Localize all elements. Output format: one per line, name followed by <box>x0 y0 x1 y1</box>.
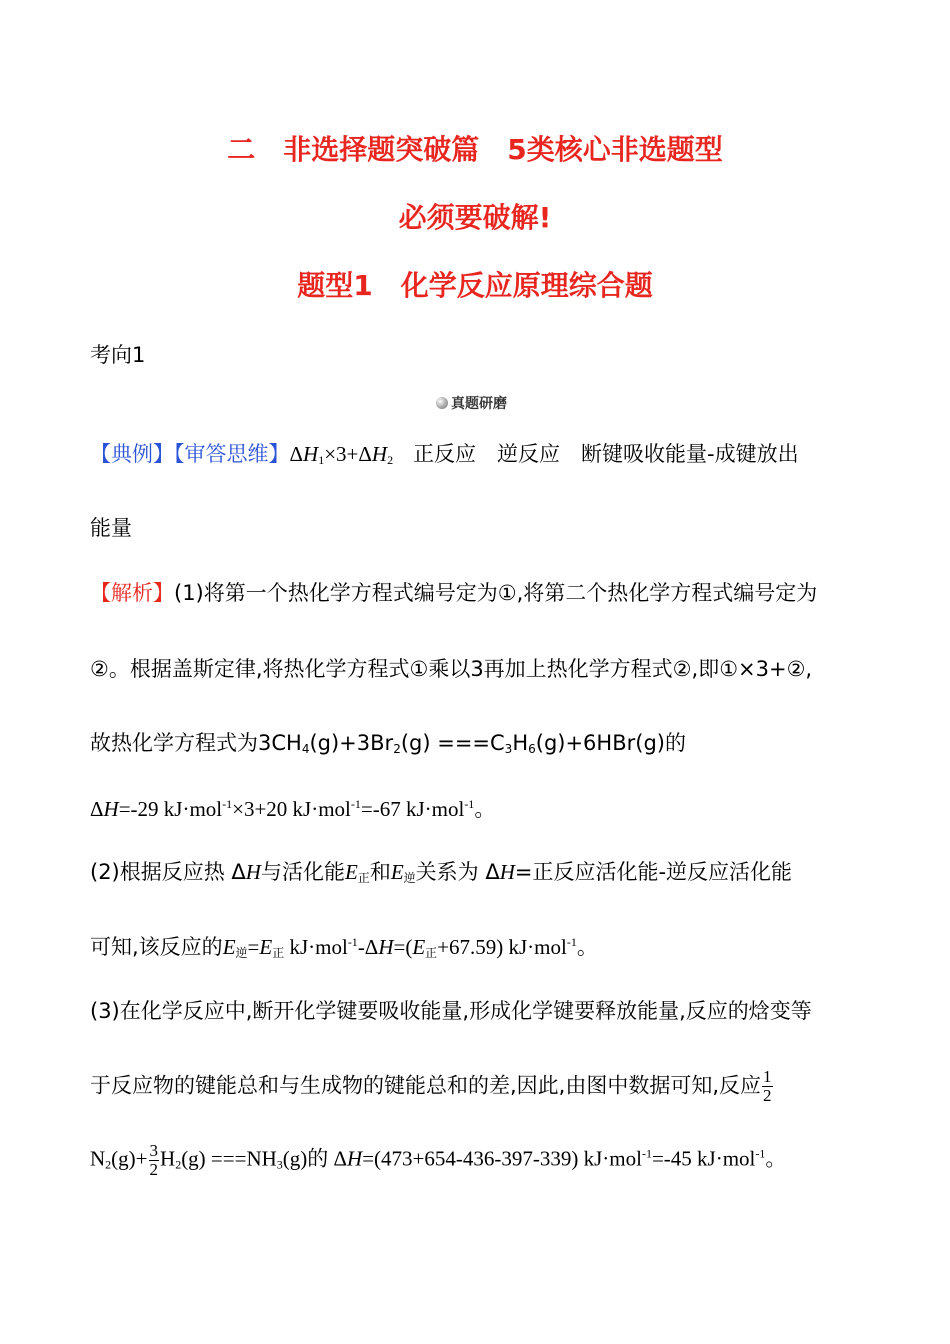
analysis-line-9: $N_2(g)+$ $\frac{3}{2}$ $H_2(g) ===NH_3(g)$的 ΔH=(473+654-436-397-339) kJ·mol$^{-1}$=-45 kJ·mol$^{-1}$。 <box>90 1141 787 1179</box>
analysis-line-5: (2)根据反应热 ΔH与活化能$E_正$和$E_逆$关系为 ΔH=正反应活化能-逆反应活化能 <box>90 860 793 885</box>
analysis-line-3: 故热化学方程式为$3CH_4(g)+3Br_2(g) ===C_3H_6(g)+6HBr(g)$的 <box>90 731 686 756</box>
analysis-line-2: ②。根据盖斯定律,将热化学方程式①乘以3再加上热化学方程式②,即①×3+②, <box>90 657 813 681</box>
thinking-tag: 【审答思维】 <box>174 442 290 466</box>
zhenti-label: 真题研磨 <box>451 396 507 412</box>
example-line-cont: 能量 <box>90 516 132 540</box>
zhenti-heading <box>436 393 507 415</box>
analysis-line-6: 可知,该反应的$E_逆=E_正$ $kJ\cdot mol^{-1}-\Delta H=(E_正+67.59)$ kJ·mol$^{-1}$。 <box>90 935 598 960</box>
analysis-tag: 【解析】 <box>90 581 174 605</box>
analysis-line-1: 【解析】(1)将第一个热化学方程式编号定为①,将第二个热化学方程式编号定为 <box>90 581 818 605</box>
section-title: 二 非选择题突破篇 5类核心非选题型 <box>227 133 723 166</box>
analysis-line-8: 于反应物的键能总和与生成物的键能总和的差,因此,由图中数据可知,反应 $\frac{1}{2}$ <box>90 1067 772 1105</box>
example-items: 正反应 逆反应 断键吸收能量-成键放出 <box>413 442 799 466</box>
kaoxiang-label: 考向1 <box>90 343 146 367</box>
disc-icon <box>436 397 448 409</box>
analysis-line-7: (3)在化学反应中,断开化学键要吸收能量,形成化学键要释放能量,反应的焓变等 <box>90 999 812 1023</box>
example-line: 【典例】【审答思维】$\Delta H_1\times 3+\Delta H_2$ 正反应 逆反应 断键吸收能量-成键放出 <box>90 442 799 467</box>
fraction-three-halves: $\frac{3}{2}$ <box>149 1141 159 1179</box>
example-tag: 【典例】 <box>90 442 174 466</box>
fraction-one-half: $\frac{1}{2}$ <box>763 1067 772 1105</box>
question-type-title: 题型1 化学反应原理综合题 <box>297 269 653 302</box>
section-subtitle: 必须要破解! <box>398 201 552 234</box>
analysis-line-4: ΔH=-29 kJ·mol$^{-1}$×3+20 kJ·mol$^{-1}$=-67 kJ·mol$^{-1}$。 <box>90 797 496 821</box>
